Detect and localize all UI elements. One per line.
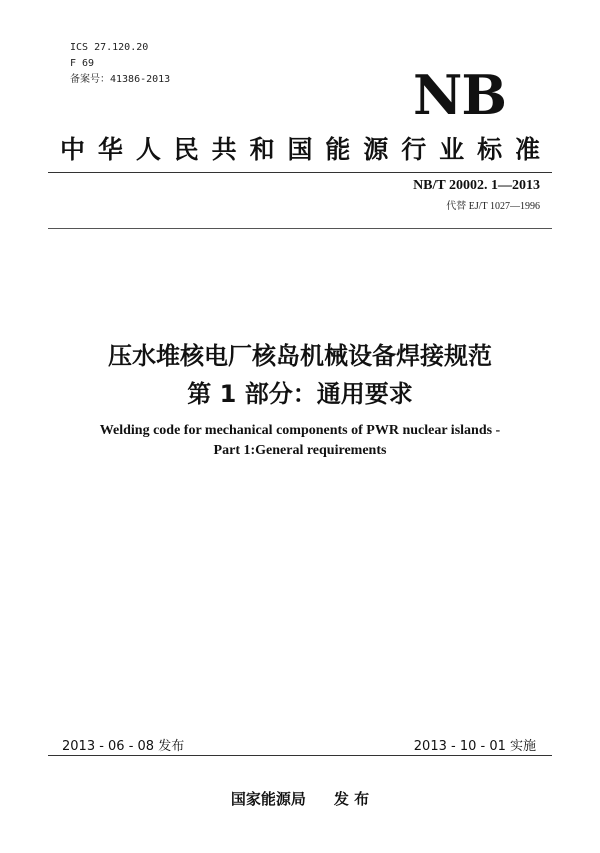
top-divider	[48, 172, 552, 173]
record-number: 备案号：41386-2013	[70, 74, 171, 85]
implementation-date: 2013 - 10 - 01 实施	[413, 739, 536, 754]
issuer-action: 发 布	[333, 790, 370, 808]
organization-title: 中华人民共和国能源行业标准	[60, 135, 540, 164]
chinese-title-line2: 第 1 部分：通用要求	[187, 380, 413, 408]
issuer-name: 国家能源局	[230, 790, 306, 808]
nb-logo: NB	[412, 63, 506, 127]
replaces-standard: 代替 EJ/T 1027—1996	[446, 201, 540, 212]
standard-number: NB/T 20002. 1—2013	[413, 178, 540, 193]
english-title-line2: Part 1:General requirements	[213, 443, 387, 458]
chinese-title-line1: 压水堆核电厂核岛机械设备焊接规范	[108, 342, 492, 370]
header-divider	[48, 228, 552, 229]
bottom-divider	[48, 755, 552, 756]
english-title-line1: Welding code for mechanical components of PWR nuclear islands -	[99, 423, 501, 438]
issue-date: 2013 - 06 - 08 发布	[62, 739, 185, 754]
issuer	[0, 788, 600, 809]
ccs-code: F 69	[70, 58, 95, 69]
ics-code: ICS 27.120.20	[70, 42, 149, 53]
